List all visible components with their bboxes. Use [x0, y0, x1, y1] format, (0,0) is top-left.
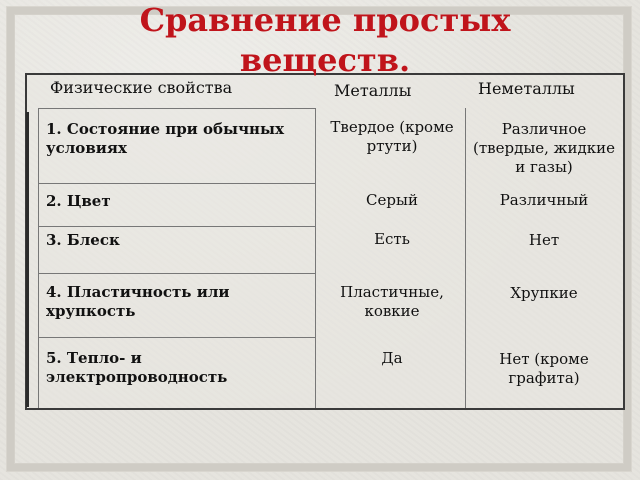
- row-4-property: 4. Пластичность или хрупкость: [46, 283, 230, 320]
- row-divider-4: [38, 337, 315, 338]
- row-1-metals: Твердое (кроме ртути): [330, 118, 454, 155]
- row-3-metals: Есть: [374, 230, 410, 248]
- row-2-metals: Серый: [366, 191, 418, 209]
- row-1-nonmetals: Различное (твердые, жидкие и газы): [473, 120, 615, 176]
- row-2-property: 2. Цвет: [46, 192, 111, 210]
- header-metals: Металлы: [334, 81, 412, 100]
- row-5-metals: Да: [381, 349, 403, 367]
- row-1-property: 1. Состояние при обычных условиях: [46, 120, 285, 157]
- row-label-divider: [38, 108, 39, 408]
- row-5-property: 5. Тепло- и электропроводность: [46, 349, 228, 386]
- row-divider-3: [38, 273, 315, 274]
- row-4-metals: Пластичные, ковкие: [340, 283, 444, 320]
- row-3-property: 3. Блеск: [46, 231, 120, 249]
- header-properties: Физические свойства: [50, 78, 233, 97]
- slide-title: Сравнение простых веществ.: [139, 1, 511, 79]
- row-divider-1: [38, 183, 315, 184]
- row-3-nonmetals: Нет: [528, 231, 560, 249]
- header-divider: [38, 108, 315, 109]
- header-nonmetals: Неметаллы: [478, 79, 575, 98]
- row-5-nonmetals: Нет (кроме графита): [499, 350, 589, 387]
- row-2-nonmetals: Различный: [499, 191, 589, 209]
- left-accent-bar: [26, 112, 29, 407]
- row-4-nonmetals: Хрупкие: [510, 284, 578, 302]
- column-divider-2: [465, 108, 466, 408]
- row-divider-2: [38, 226, 315, 227]
- column-divider-1: [315, 108, 316, 408]
